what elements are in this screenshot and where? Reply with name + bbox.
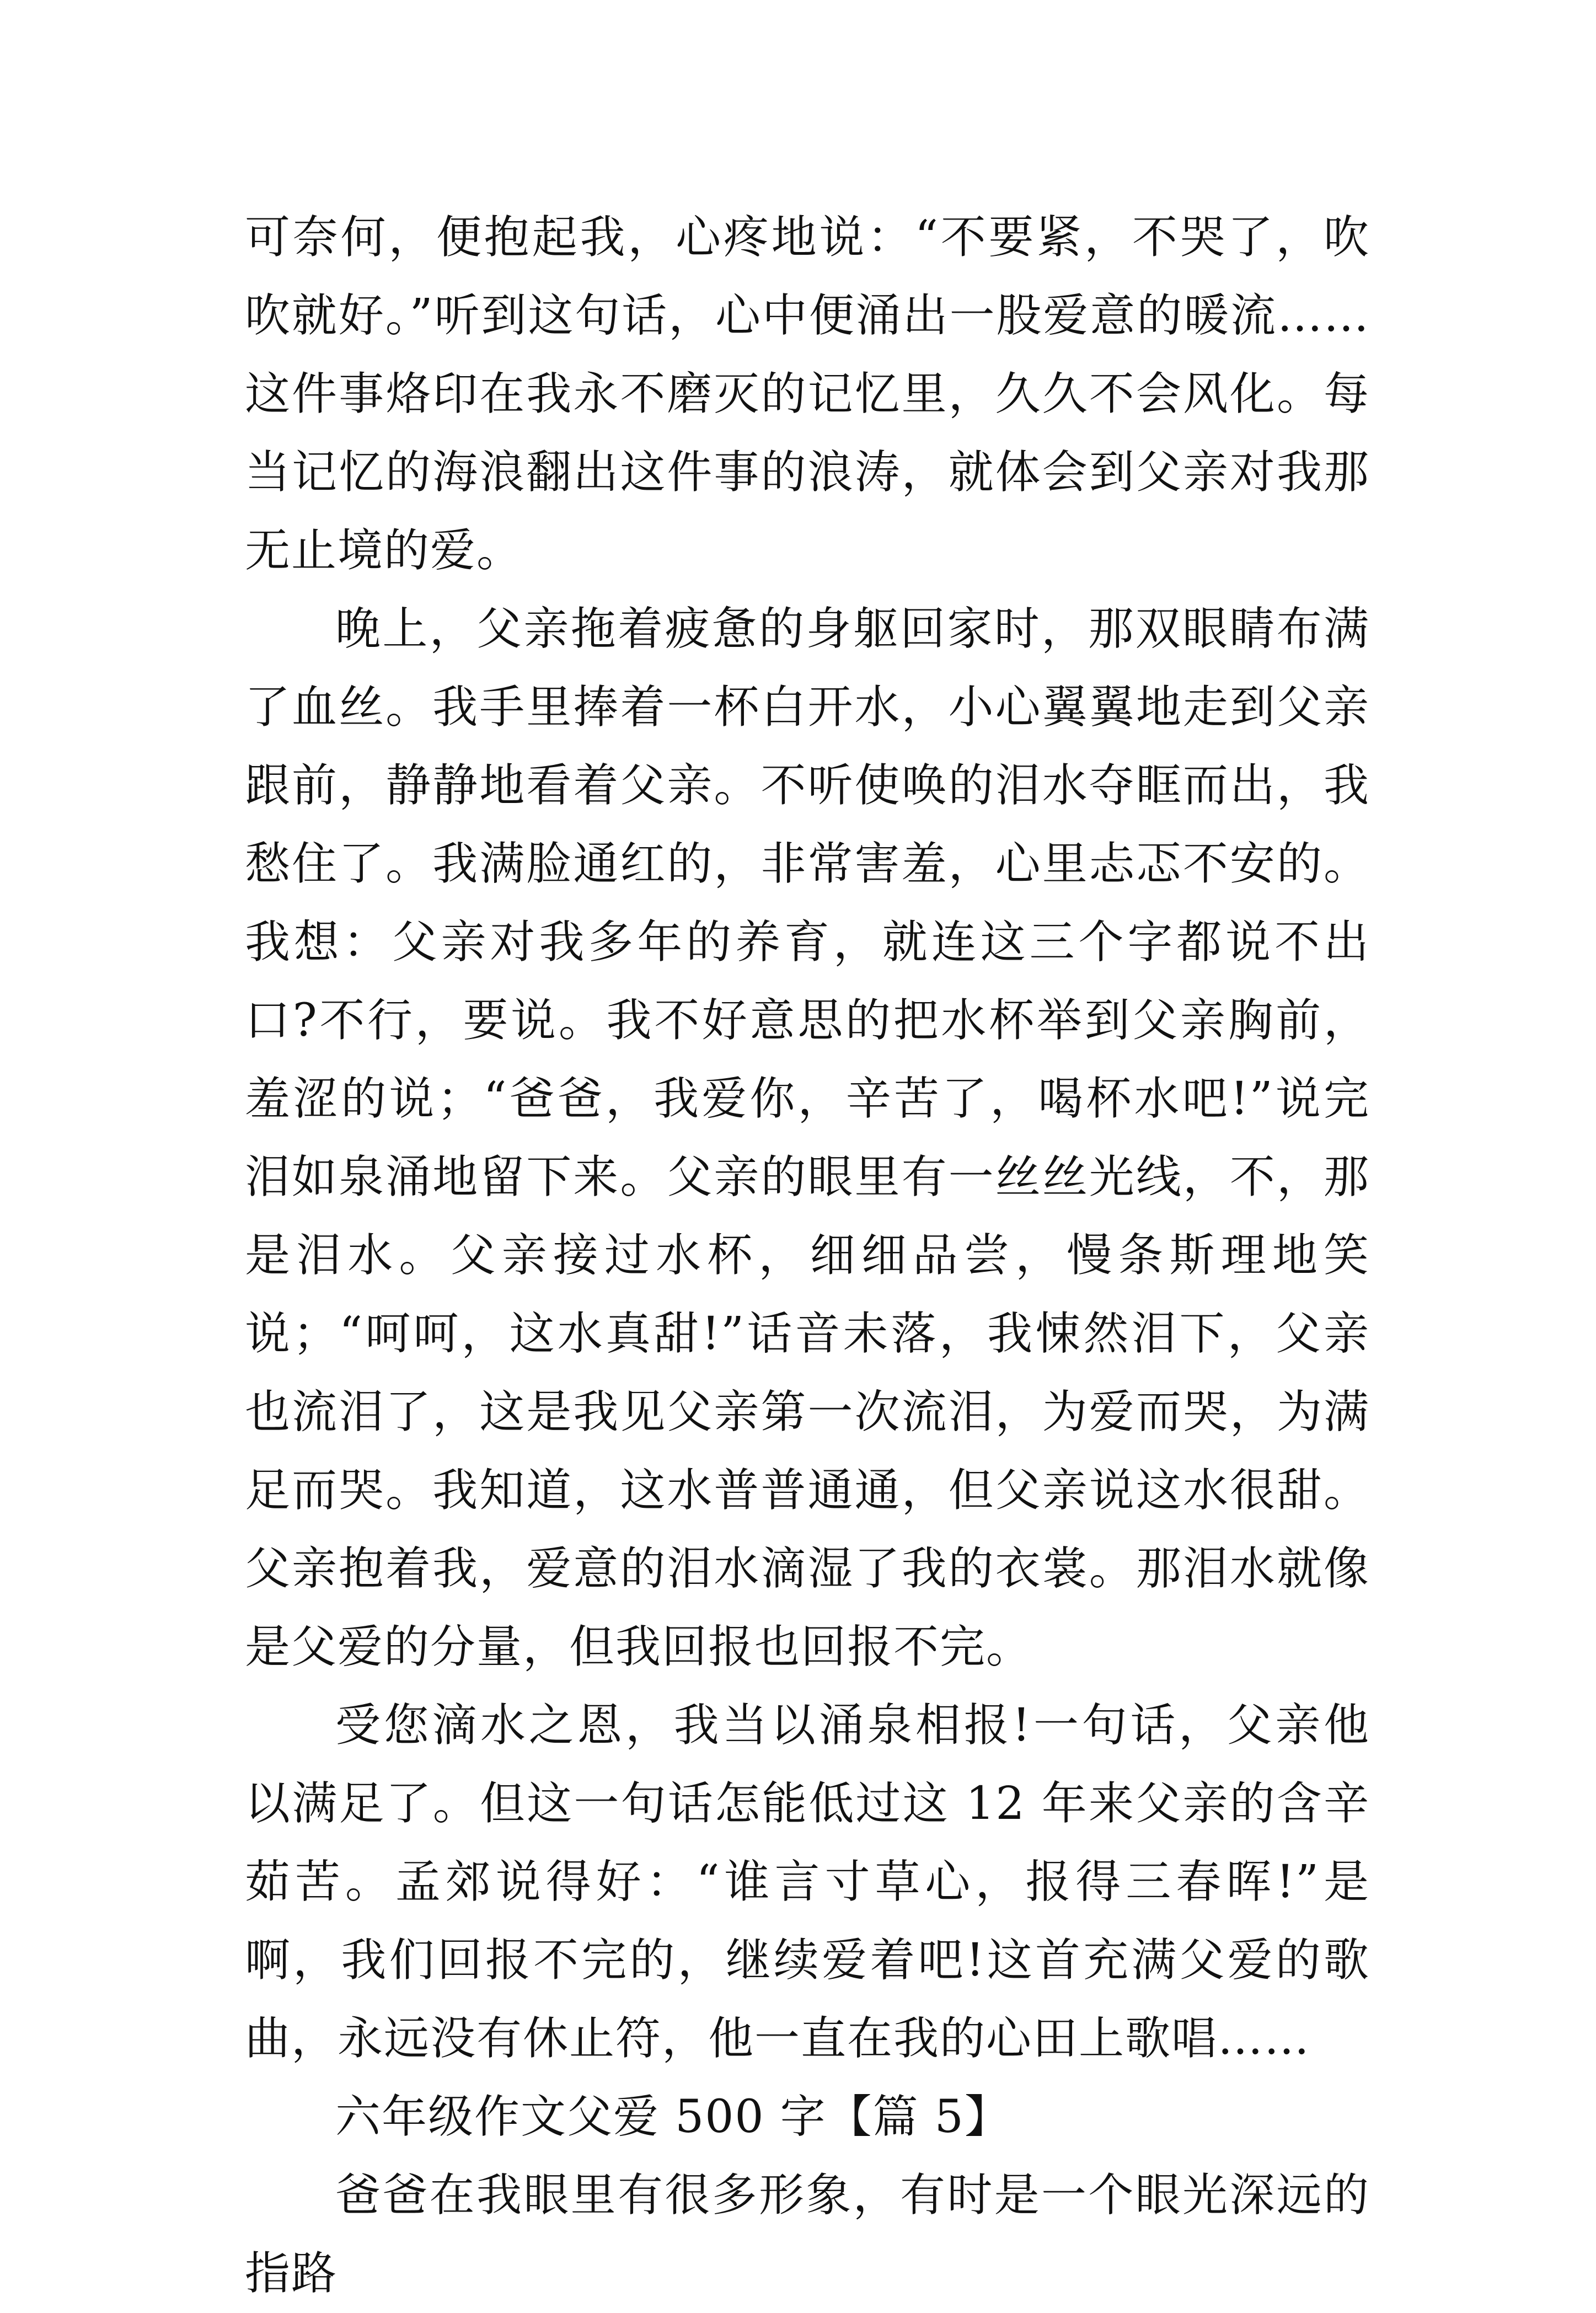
section-heading: 六年级作文父爱 500 字【篇 5】 bbox=[335, 2091, 1011, 2143]
paragraph-2: 晚上，父亲拖着疲惫的身躯回家时，那双眼睛布满了血丝。我手里捧着一杯白开水，小心翼翼地走到父亲跟前，静静地看着父亲。不听使唤的泪水夺眶而出，我愁住了。我满脸通红的，非常害羞，心里忐忑不安的。我想：父亲对我多年的养育，就连这三个字都说不出口?不行，要说。我不好意思的把水杯举到父亲胸前，羞涩的说；“爸爸，我爱你，辛苦了，喝杯水吧!”说完泪如泉涌地留下来。父亲的眼里有一丝丝光线，不，那是泪水。父亲接过水杯，细细品尝，慢条斯理地笑说；“呵呵，这水真甜!”话音未落，我悚然泪下，父亲也流泪了，这是我见父亲第一次流泪，为爱而哭，为满足而哭。我知道，这水普普通通，但父亲说这水很甜。父亲抱着我，爱意的泪水滴湿了我的衣裳。那泪水就像是父爱的分量，但我回报也回报不完。 bbox=[245, 603, 1370, 1673]
paragraph-1: 可奈何，便抱起我，心疼地说：“不要紧，不哭了，吹吹就好。”听到这句话，心中便涌出一股爱意的暖流……这件事烙印在我永不磨灭的记忆里，久久不会风化。每当记忆的海浪翻出这件事的浪涛，就体会到父亲对我那无止境的爱。 bbox=[245, 211, 1370, 577]
document-body bbox=[245, 199, 1370, 2313]
paragraph-3: 受您滴水之恩，我当以涌泉相报!一句话，父亲他以满足了。但这一句话怎能低过这 12 年来父亲的含辛茹苦。孟郊说得好：“谁言寸草心，报得三春晖!”是啊，我们回报不完的，继续爱着吧!这首充满父爱的歌曲，永远没有休止符，他一直在我的心田上歌唱…… bbox=[245, 1699, 1370, 2065]
paragraph-4: 爸爸在我眼里有很多形象，有时是一个眼光深远的指路 bbox=[245, 2169, 1370, 2300]
